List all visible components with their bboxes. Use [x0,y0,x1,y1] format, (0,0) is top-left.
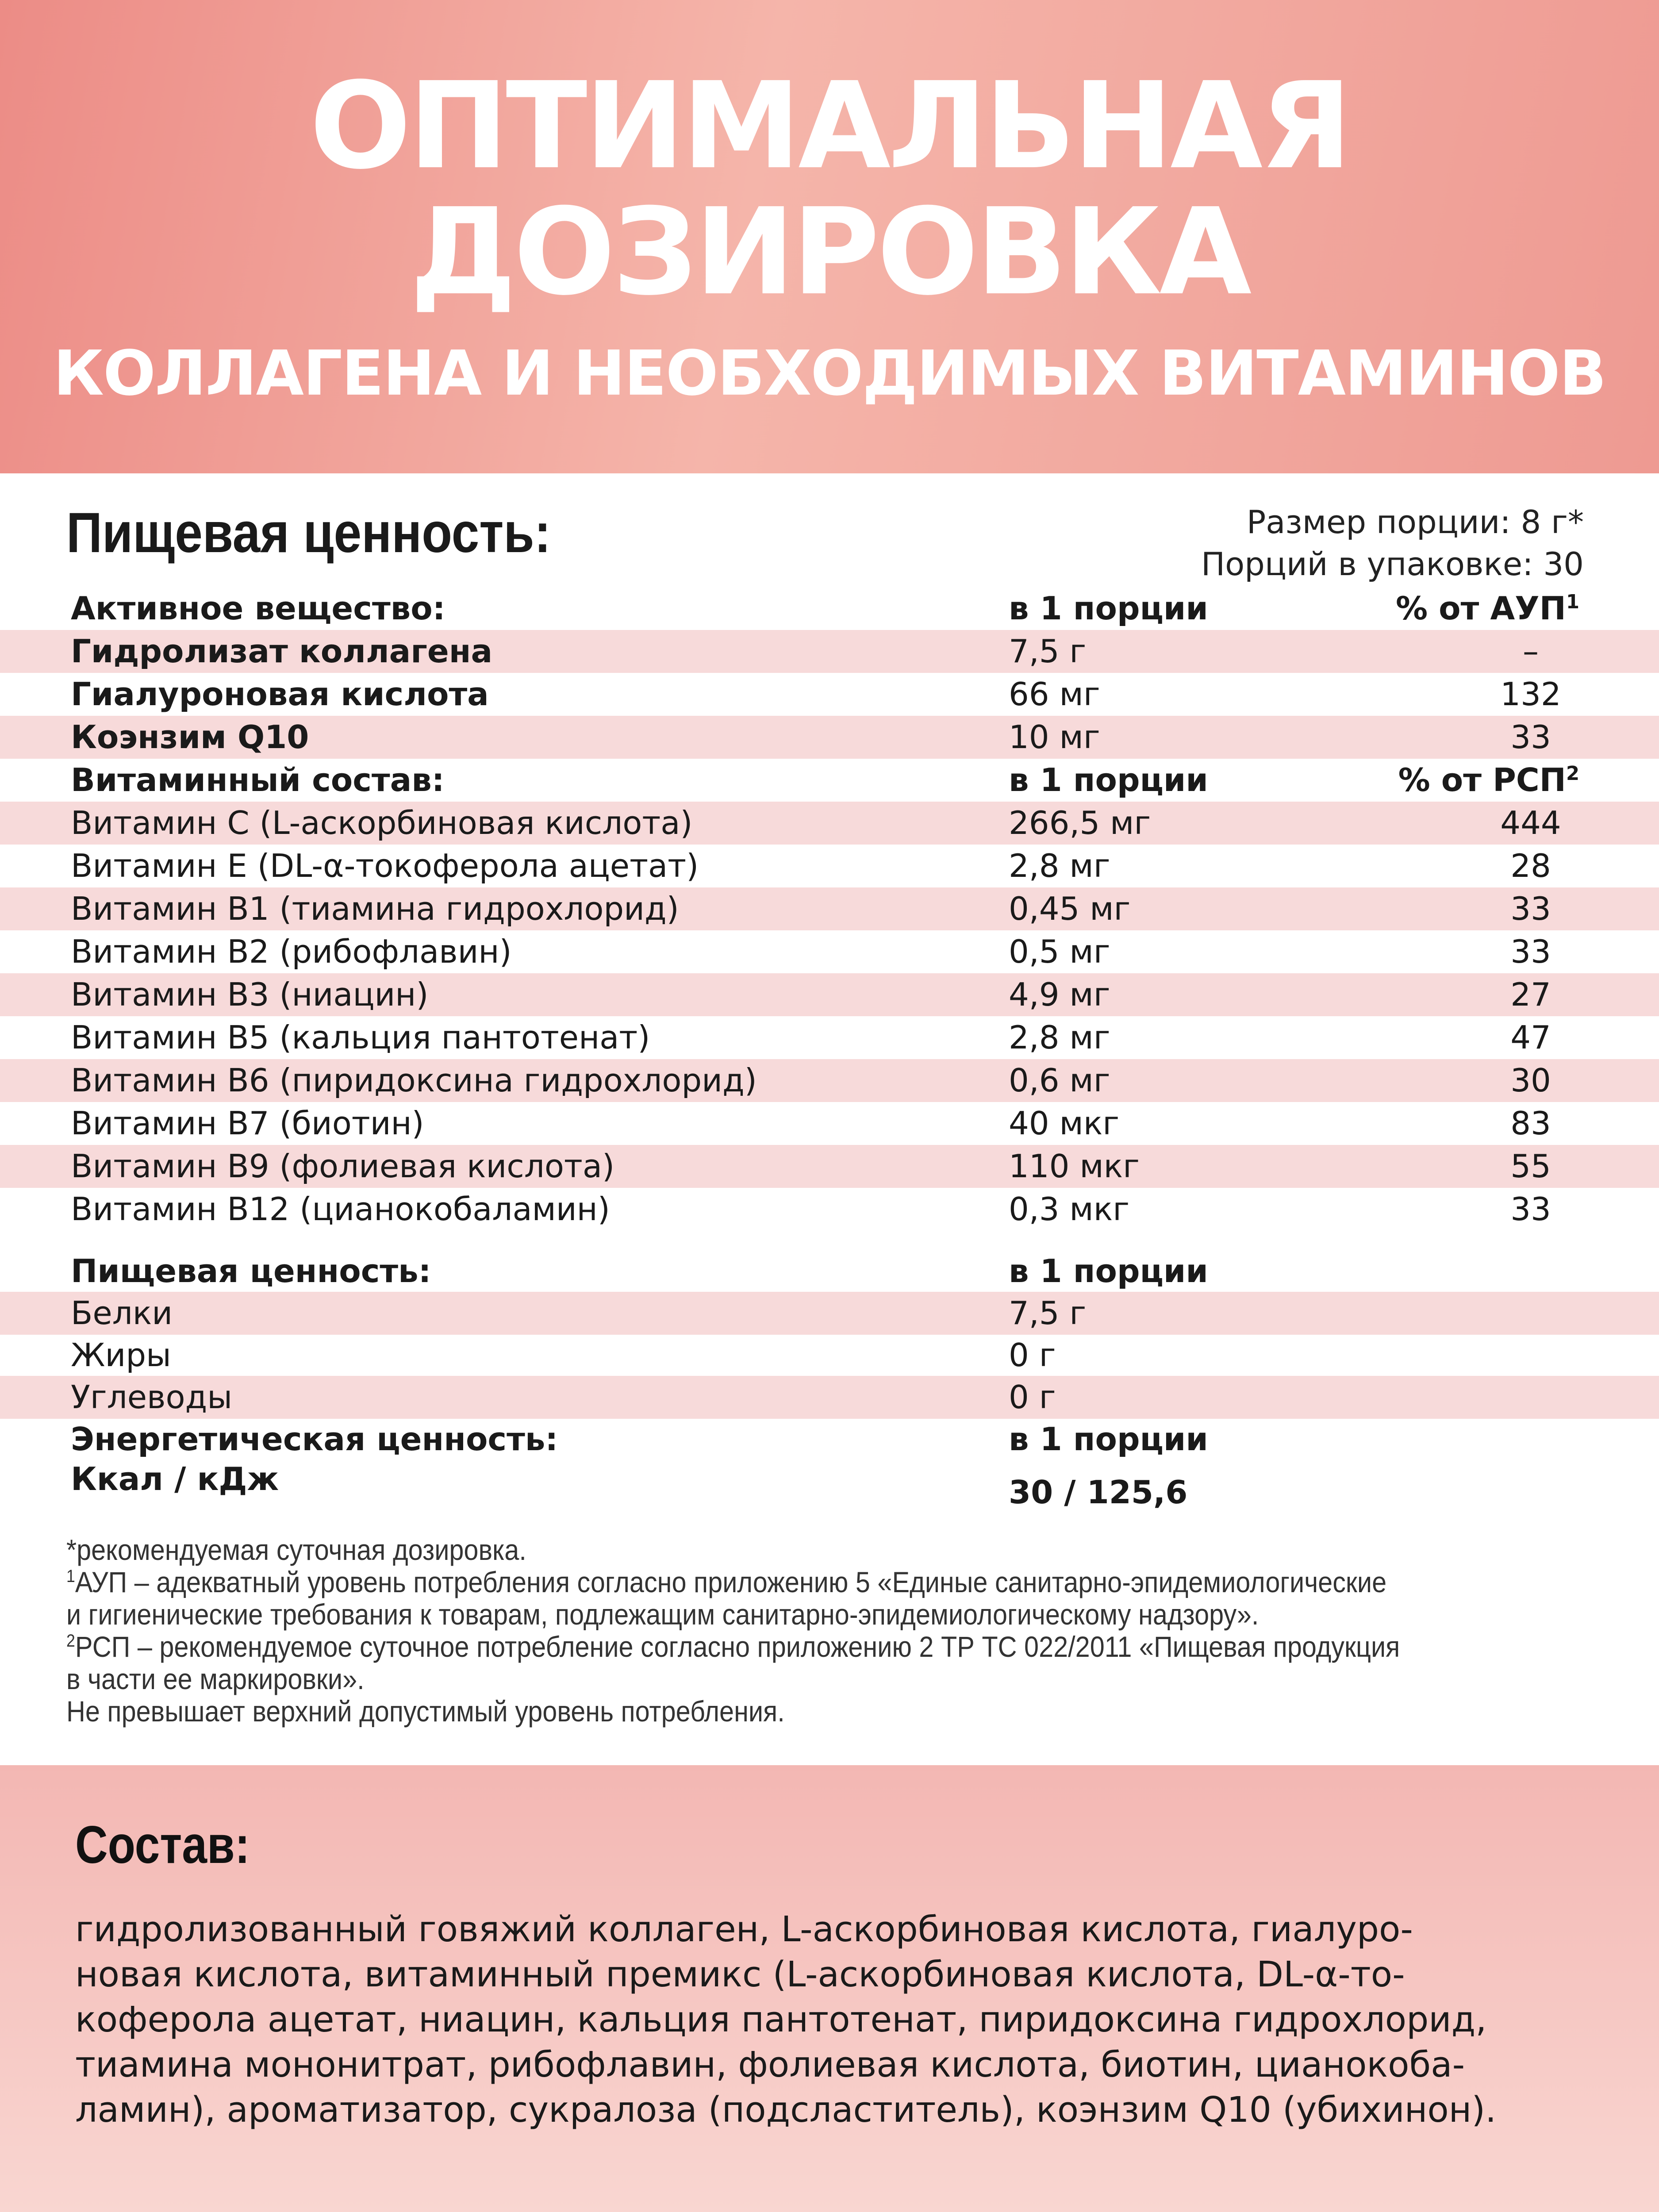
table-row [0,1102,1659,1145]
row-name: Витамин B2 (рибофлавин) [71,933,512,970]
row-amount: 0,6 мг [1009,1062,1110,1099]
row-amount: 2,8 мг [1009,847,1110,884]
row-percent: – [1523,633,1539,670]
table-row [0,1188,1659,1231]
vitamin-header-name: Витаминный состав: [71,761,445,799]
table-row [0,673,1659,716]
row-percent: 33 [1510,718,1551,756]
row-percent: 28 [1510,847,1551,884]
nutrition-header-row [0,1250,1659,1293]
row-amount: 0,3 мкг [1009,1190,1130,1228]
composition-text [75,1907,1601,2132]
row-name: Витамин B12 (цианокобаламин) [71,1190,610,1228]
active-header-name: Активное вещество: [71,590,445,627]
row-percent: 30 [1510,1062,1551,1099]
row-amount: 2,8 мг [1009,1019,1110,1056]
row-name: Белки [71,1294,173,1332]
row-amount: 0,5 мг [1009,933,1110,970]
vitamin-header-row [0,759,1659,802]
row-percent: 47 [1510,1019,1551,1056]
table-row [0,845,1659,887]
row-name: Гидролизат коллагена [71,633,493,670]
table-row [0,973,1659,1016]
footnote-3b: в части ее маркировки». [66,1663,365,1695]
row-percent: 444 [1500,804,1561,841]
table-row [0,887,1659,930]
footnote-2b: и гигиенические требования к товарам, подлежащим санитарно-эпидемиологическому надзору». [66,1598,1259,1631]
energy-name: Ккал / кДж [71,1460,279,1498]
row-name: Витамин B5 (кальция пантотенат) [71,1019,650,1056]
nutrition-title: Пищевая ценность: [66,501,551,565]
table-row [0,1016,1659,1059]
row-name: Витамин B3 (ниацин) [71,976,429,1013]
serving-size: Размер порции: 8 г* [1246,503,1584,541]
row-name: Витамин B9 (фолиевая кислота) [71,1148,615,1185]
row-percent: 132 [1500,676,1561,713]
row-name: Коэнзим Q10 [71,718,309,756]
footnote-4: Не превышает верхний допустимый уровень потребления. [66,1695,785,1728]
energy-row [0,1458,1659,1511]
row-amount: 110 мкг [1009,1148,1140,1185]
footnote-2a: $^1$АУП – адекватный уровень потребления согласно приложению 5 «Единые санитарно-эпидемиологические [66,1566,1387,1598]
row-name: Витамин E (DL-α-токоферола ацетат) [71,847,699,884]
nutr-header-name: Пищевая ценность: [71,1252,431,1290]
vitamin-header-percent: % от РСП$^2$ [1398,761,1579,799]
servings-per-pack: Порций в упаковке: 30 [1201,545,1584,583]
nutr-header-amount: в 1 порции [1009,1252,1208,1290]
table-row [0,1376,1659,1419]
nutrition-panel [0,473,1659,1765]
table-row [0,1292,1659,1335]
table-row [0,716,1659,759]
row-name: Углеводы [71,1379,233,1416]
energy-amount: 30 / 125,6 [1009,1474,1188,1511]
row-amount: 10 мг [1009,718,1100,756]
composition-title: Состав: [75,1815,250,1874]
row-percent: 83 [1510,1105,1551,1142]
active-header-row [0,587,1659,630]
table-row [0,1145,1659,1188]
row-name: Витамин B1 (тиамина гидрохлорид) [71,890,679,927]
table-row [0,630,1659,673]
row-name: Жиры [71,1336,171,1374]
table-row [0,1059,1659,1102]
row-percent: 33 [1510,933,1551,970]
row-amount: 4,9 мг [1009,976,1110,1013]
composition-line: ламин), ароматизатор, сукралоза (подсластитель), коэнзим Q10 (убихинон). [75,2089,1497,2130]
composition-line: коферола ацетат, ниацин, кальция пантотенат, пиридоксина гидрохлорид, [75,1999,1487,2040]
footnote-3a: $^2$РСП – рекомендуемое суточное потребление согласно приложению 2 ТР ТС 022/2011 «Пищевая продукция [66,1630,1400,1663]
row-name: Витамин B7 (биотин) [71,1105,424,1142]
row-amount: 0,45 мг [1009,890,1131,927]
row-amount: 0 г [1009,1379,1056,1416]
row-amount: 0 г [1009,1336,1056,1374]
footnote-1: *рекомендуемая суточная дозировка. [66,1533,526,1566]
table-row [0,930,1659,973]
table-row [0,1334,1659,1377]
row-amount: 266,5 мг [1009,804,1151,841]
table-row [0,802,1659,845]
header-subtitle: КОЛЛАГЕНА И НЕОБХОДИМЫХ ВИТАМИНОВ [53,338,1606,410]
row-amount: 7,5 г [1009,633,1087,670]
row-name: Витамин C (L-аскорбиновая кислота) [71,804,693,841]
active-header-amount: в 1 порции [1009,590,1208,627]
composition-line: новая кислота, витаминный премикс (L-аскорбиновая кислота, DL-α-то- [75,1954,1405,1995]
composition-section [0,1765,1659,2212]
row-percent: 27 [1510,976,1551,1013]
row-percent: 55 [1510,1148,1551,1185]
row-amount: 40 мкг [1009,1105,1120,1142]
row-amount: 66 мг [1009,676,1100,713]
header-title-line2: ДОЗИРОВКА [410,182,1249,322]
header-banner [0,0,1659,473]
row-percent: 33 [1510,890,1551,927]
row-name: Гиалуроновая кислота [71,676,489,713]
row-amount: 7,5 г [1009,1294,1087,1332]
energy-header-name: Энергетическая ценность: [71,1421,558,1458]
row-percent: 33 [1510,1190,1551,1228]
energy-header-amount: в 1 порции [1009,1421,1208,1458]
energy-header-row [0,1418,1659,1461]
vitamin-header-amount: в 1 порции [1009,761,1208,799]
row-name: Витамин B6 (пиридоксина гидрохлорид) [71,1062,757,1099]
composition-line: гидролизованный говяжий коллаген, L-аскорбиновая кислота, гиалуро- [75,1909,1413,1950]
header-title-line1: ОПТИМАЛЬНАЯ [309,56,1350,196]
composition-line: тиамина мононитрат, рибофлавин, фолиевая кислота, биотин, цианокоба- [75,2044,1465,2085]
active-header-percent: % от АУП$^1$ [1395,590,1579,627]
